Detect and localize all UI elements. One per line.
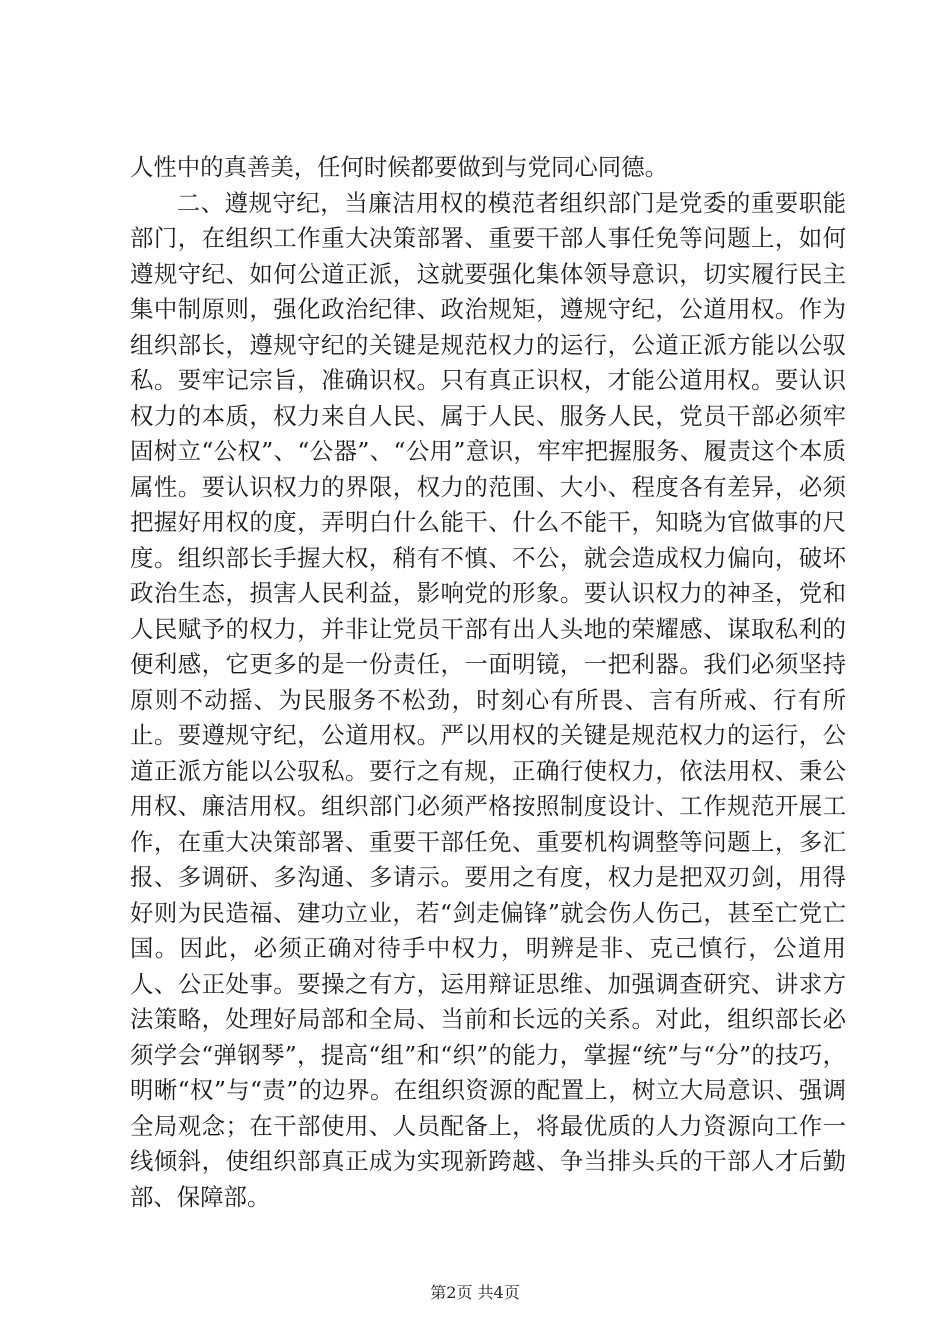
document-body [130, 150, 846, 1215]
paragraph-section-two: 二、遵规守纪，当廉洁用权的模范者组织部门是党委的重要职能部门，在组织工作重大决策部署、重要干部人事任免等问题上，如何遵规守纪、如何公道正派，这就要强化集体领导意识，切实履行民主集中制原则，强化政治纪律、政治规矩，遵规守纪，公道用权。作为组织部长，遵规守纪的关键是规范权力的运行，公道正派方能以公驭私。要牢记宗旨，准确识权。只有真正识权，才能公道用权。要认识权力的本质，权力来自人民、属于人民、服务人民，党员干部必须牢固树立“公权”、“公器”、“公用”意识，牢牢把握服务、履责这个本质属性。要认识权力的界限，权力的范围、大小、程度各有差异，必须把握好用权的度，弄明白什么能干、什么不能干，知晓为官做事的尺度。组织部长手握大权，稍有不慎、不公，就会造成权力偏向，破坏政治生态，损害人民利益，影响党的形象。要认识权力的神圣，党和人民赋予的权力，并非让党员干部有出人头地的荣耀感、谋取私利的便利感，它更多的是一份责任，一面明镜，一把利器。我们必须坚持原则不动摇、为民服务不松劲，时刻心有所畏、言有所戒、行有所止。要遵规守纪，公道用权。严以用权的关键是规范权力的运行，公道正派方能以公驭私。要行之有规，正确行使权力，依法用权、秉公用权、廉洁用权。组织部门必须严格按照制度设计、工作规范开展工作，在重大决策部署、重要干部任免、重要机构调整等问题上，多汇报、多调研、多沟通、多请示。要用之有度，权力是把双刃剑，用得好则为民造福、建功立业，若“剑走偏锋”就会伤人伤己，甚至亡党亡国。因此，必须正确对待手中权力，明辨是非、克己慎行，公道用人、公正处事。要操之有方，运用辩证思维、加强调查研究、讲求方法策略，处理好局部和全局、当前和长远的关系。对此，组织部长必须学会“弹钢琴”，提高“组”和“织”的能力，掌握“统”与“分”的技巧，明晰“权”与“责”的边界。在组织资源的配置上，树立大局意识、强调全局观念；在干部使用、人员配备上，将最优质的人力资源向工作一线倾斜，使组织部真正成为实现新跨越、争当排头兵的干部人才后勤部、保障部。 [130, 188, 846, 1211]
paragraph-continuation: 人性中的真善美，任何时候都要做到与党同心同德。 [130, 153, 668, 181]
page-number-footer: 第2页 共4页 [430, 1283, 520, 1302]
